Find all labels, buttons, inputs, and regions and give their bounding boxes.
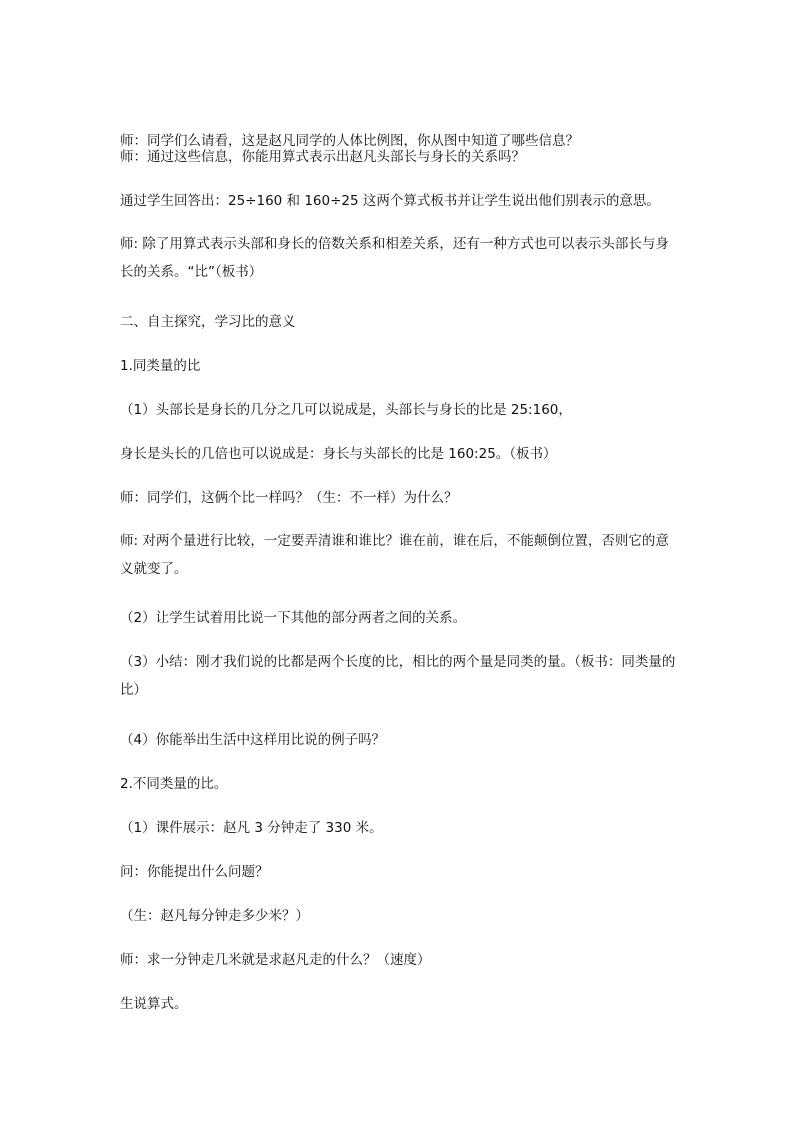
section-heading: 二、自主探究，学习比的意义: [120, 314, 296, 330]
paragraph-7: 师：同学们，这俩个比一样吗？（生：不一样）为什么？: [120, 490, 458, 506]
paragraph-16: 生说算式。: [120, 996, 188, 1012]
paragraph-15: 师：求一分钟走几米就是求赵凡走的什么？（速度）: [120, 952, 431, 968]
paragraph-12: （1）课件展示：赵凡 3 分钟走了 330 米。: [120, 820, 383, 836]
paragraph-10: （3）小结：刚才我们说的比都是两个长度的比，相比的两个量是同类的量。（板书：同类量的比）: [120, 654, 676, 698]
paragraph-9: （2）让学生试着用比说一下其他的部分两者之间的关系。: [120, 610, 467, 626]
paragraph-14: （生：赵凡每分钟走多少米？）: [120, 908, 309, 924]
paragraph-6: 身长是头长的几倍也可以说成是：身长与头部长的比是 160:25。（板书）: [120, 446, 557, 462]
subsection-heading-1: 1.同类量的比: [120, 358, 201, 374]
paragraph-3: 通过学生回答出：25÷160 和 160÷25 这两个算式板书并让学生说出他们别表示的意思。: [120, 193, 660, 209]
paragraph-2: 师：通过这些信息，你能用算式表示出赵凡头部长与身长的关系吗？: [120, 149, 525, 165]
paragraph-13: 问：你能提出什么问题？: [120, 864, 269, 880]
paragraph-8: 师: 对两个量进行比较，一定要弄清谁和谁比？谁在前，谁在后，不能颠倒位置，否则它的意义就变了。: [120, 533, 669, 577]
paragraph-5: （1）头部长是身长的几分之几可以说成是，头部长与身长的比是 25:160，: [120, 402, 572, 418]
paragraph-1: 师：同学们么请看，这是赵凡同学的人体比例图，你从图中知道了哪些信息？: [120, 133, 579, 149]
subsection-heading-2: 2.不同类量的比。: [120, 776, 228, 792]
paragraph-4: 师: 除了用算式表示头部和身长的倍数关系和相差关系，还有一种方式也可以表示头部长与身长的关系。“比”（板书）: [120, 236, 669, 280]
paragraph-11: （4）你能举出生活中这样用比说的例子吗？: [120, 732, 386, 748]
